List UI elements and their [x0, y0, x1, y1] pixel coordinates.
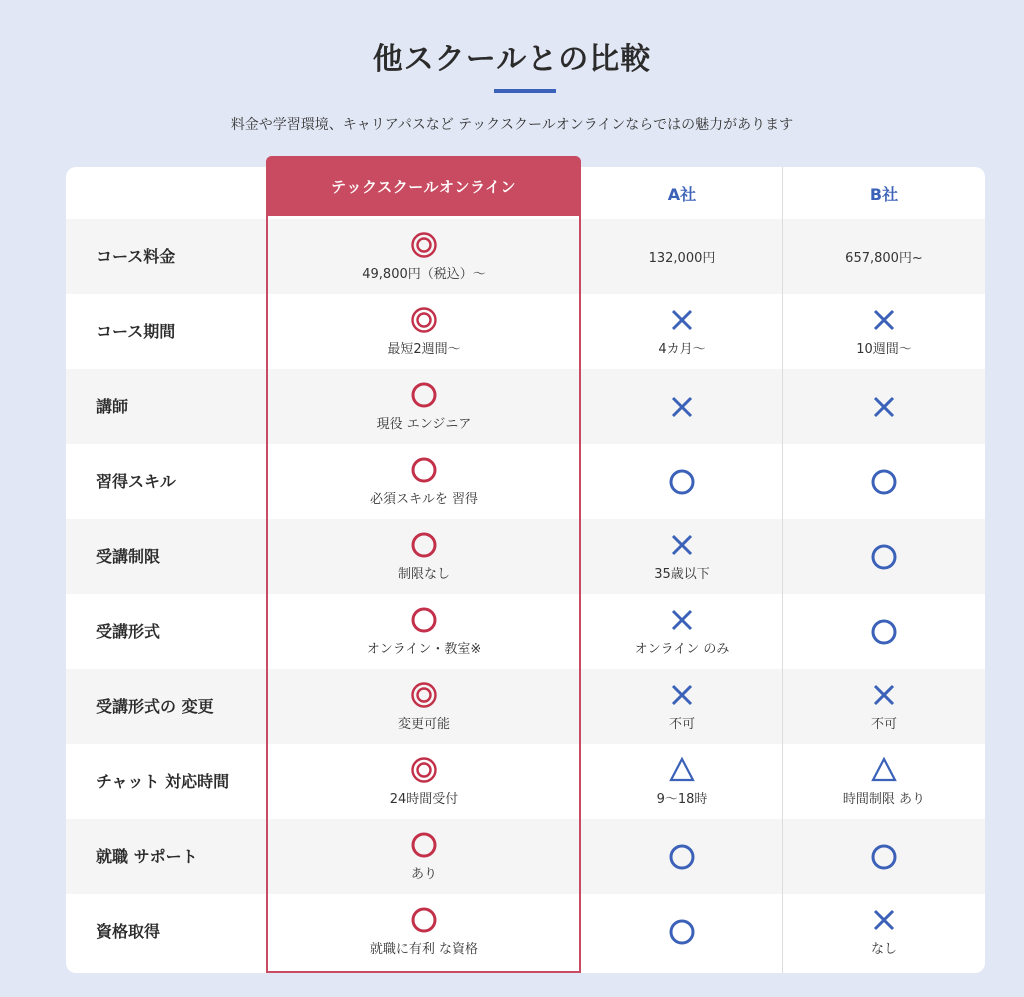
row-label: 習得スキル — [96, 471, 176, 491]
cell-b — [789, 819, 979, 894]
row-label: コース料金 — [96, 246, 176, 266]
cell-b — [789, 444, 979, 519]
cell-ours — [274, 519, 574, 594]
cell-a — [587, 669, 777, 744]
cell-ours — [274, 819, 574, 894]
cell-a — [587, 819, 777, 894]
cross-icon — [668, 531, 696, 559]
row-label: 資格取得 — [96, 921, 161, 941]
cell-note: 132,000円 — [648, 251, 716, 266]
row-label: 受講制限 — [96, 546, 161, 566]
cell-note: 49,800円（税込）〜 — [362, 267, 486, 282]
double-circle-icon — [410, 681, 438, 709]
cell-ours — [274, 669, 574, 744]
column-header-b: B社 — [869, 184, 899, 204]
cross-icon — [870, 681, 898, 709]
circle-icon — [870, 543, 898, 571]
cell-ours — [274, 744, 574, 819]
row-label: 講師 — [96, 396, 129, 416]
cross-icon — [668, 606, 696, 634]
cell-ours — [274, 594, 574, 669]
cell-a — [587, 294, 777, 369]
circle-icon — [668, 918, 696, 946]
cell-note: なし — [870, 942, 897, 957]
cell-a — [587, 519, 777, 594]
cell-note: あり — [410, 867, 437, 882]
column-header-a: A社 — [667, 184, 697, 204]
cell-b — [789, 669, 979, 744]
cell-a — [587, 594, 777, 669]
cell-note: オンライン・教室※ — [366, 642, 482, 657]
circle-icon — [410, 381, 438, 409]
triangle-icon — [870, 756, 898, 784]
circle-icon — [410, 531, 438, 559]
cell-ours — [274, 294, 574, 369]
cell-b — [789, 894, 979, 969]
cross-icon — [870, 906, 898, 934]
circle-icon — [410, 606, 438, 634]
circle-icon — [410, 831, 438, 859]
cross-icon — [870, 306, 898, 334]
cell-b — [789, 294, 979, 369]
cross-icon — [668, 306, 696, 334]
cell-b — [789, 519, 979, 594]
cell-note: 不可 — [668, 717, 695, 732]
cell-note: 10週間〜 — [856, 342, 912, 357]
cell-note: 変更可能 — [397, 717, 450, 732]
page-title: 他スクールとの比較 — [372, 42, 652, 77]
cell-a — [587, 894, 777, 969]
circle-icon — [668, 843, 696, 871]
row-label: 受講形式 — [96, 621, 161, 641]
cross-icon — [870, 393, 898, 421]
cell-note: 現役 エンジニア — [376, 417, 472, 432]
row-label: 受講形式の 変更 — [96, 696, 214, 716]
cell-a — [587, 369, 777, 444]
cell-note: 不可 — [870, 717, 897, 732]
circle-icon — [870, 843, 898, 871]
cell-note: 24時間受付 — [389, 792, 459, 807]
cell-b — [789, 369, 979, 444]
cell-ours — [274, 444, 574, 519]
cell-note: 9〜18時 — [656, 792, 708, 807]
cell-b — [789, 219, 979, 294]
double-circle-icon — [410, 756, 438, 784]
circle-icon — [870, 468, 898, 496]
cell-note: 657,800円~ — [845, 251, 923, 266]
double-circle-icon — [410, 306, 438, 334]
circle-icon — [668, 468, 696, 496]
highlight-column-header: テックスクールオンライン — [266, 156, 581, 216]
column-divider — [782, 167, 783, 973]
double-circle-icon — [410, 231, 438, 259]
cell-b — [789, 594, 979, 669]
page-subtitle: 料金や学習環境、キャリアパスなど テックスクールオンラインならではの魅力があります — [230, 117, 794, 133]
cell-note: 制限なし — [397, 567, 450, 582]
cell-ours — [274, 219, 574, 294]
cross-icon — [668, 681, 696, 709]
cell-a — [587, 744, 777, 819]
title-underline — [494, 89, 556, 93]
row-label: チャット 対応時間 — [96, 771, 230, 791]
circle-icon — [410, 906, 438, 934]
triangle-icon — [668, 756, 696, 784]
cell-ours — [274, 369, 574, 444]
cell-note: 35歳以下 — [654, 567, 710, 582]
cell-a — [587, 444, 777, 519]
row-label: 就職 サポート — [96, 846, 198, 866]
cell-ours — [274, 894, 574, 969]
cell-note: 就職に有利 な資格 — [369, 942, 479, 957]
cell-note: 4カ月〜 — [658, 342, 706, 357]
cell-note: オンライン のみ — [634, 642, 730, 657]
row-label: コース期間 — [96, 321, 176, 341]
cell-note: 最短2週間〜 — [387, 342, 461, 357]
cell-note: 必須スキルを 習得 — [369, 492, 478, 507]
circle-icon — [870, 618, 898, 646]
cell-b — [789, 744, 979, 819]
cross-icon — [668, 393, 696, 421]
cell-note: 時間制限 あり — [842, 792, 926, 807]
cell-a — [587, 219, 777, 294]
circle-icon — [410, 456, 438, 484]
